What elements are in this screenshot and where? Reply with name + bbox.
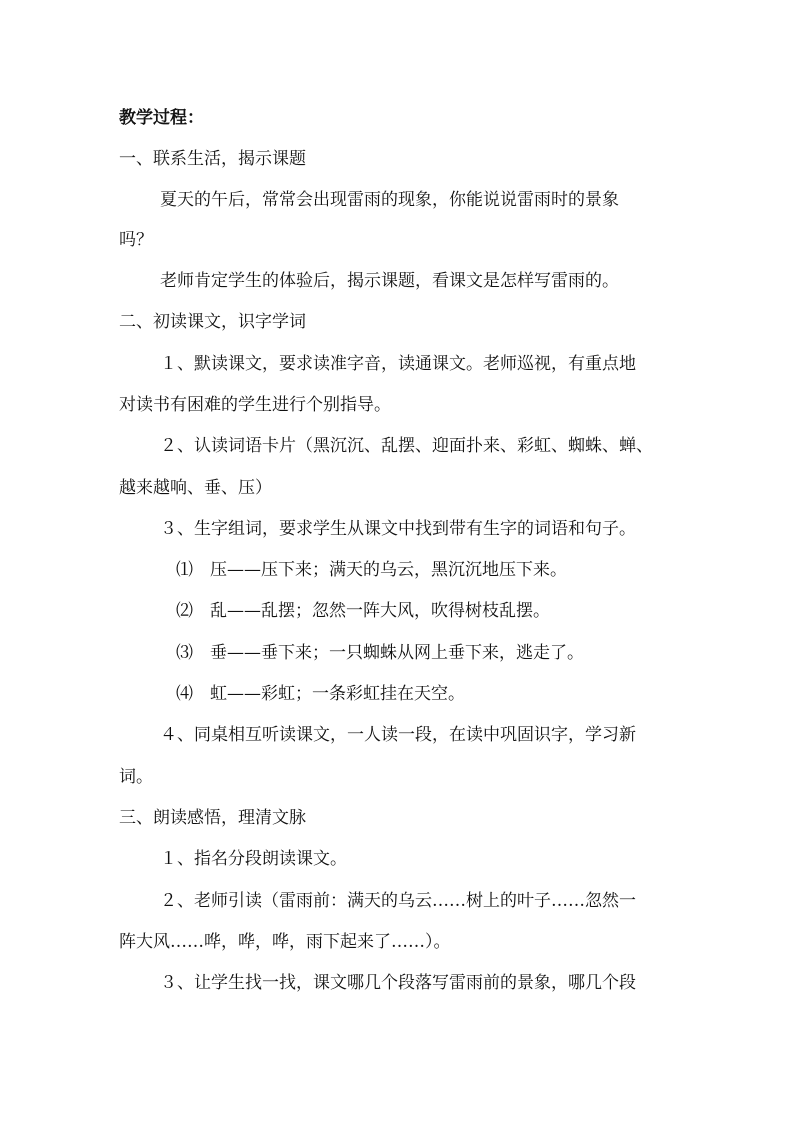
- section-heading-1: 一、联系生活，揭示课题: [119, 149, 306, 169]
- list-item-line: 越来越响、垂、压）: [119, 478, 272, 498]
- section-heading-3: 三、朗读感悟，理清文脉: [119, 808, 306, 828]
- paragraph-line: 老师肯定学生的体验后，揭示课题，看课文是怎样写雷雨的。: [160, 271, 619, 291]
- sub-item-line: ⑴ 压——压下来；满天的乌云，黑沉沉地压下来。: [176, 560, 567, 580]
- list-item-line: 对读书有困难的学生进行个别指导。: [119, 395, 391, 415]
- list-item-line: 词。: [119, 767, 153, 787]
- list-item-line: 阵大风……哗，哗，哗，雨下起来了……）。: [119, 932, 451, 952]
- paragraph-line: 吗？: [119, 230, 153, 250]
- list-item-line: ２、老师引读（雷雨前：满天的乌云……树上的叶子……忽然一: [160, 891, 636, 911]
- sub-item-line: ⑵ 乱——乱摆；忽然一阵大风，吹得树枝乱摆。: [176, 601, 550, 621]
- section-heading-2: 二、初读课文，识字学词: [119, 312, 306, 332]
- document-title: 教学过程：: [119, 108, 204, 128]
- list-item-line: １、指名分段朗读课文。: [160, 849, 347, 869]
- list-item-line: ３、生字组词，要求学生从课文中找到带有生字的词语和句子。: [160, 519, 636, 539]
- sub-item-line: ⑶ 垂——垂下来；一只蜘蛛从网上垂下来，逃走了。: [176, 643, 584, 663]
- paragraph-line: 夏天的午后，常常会出现雷雨的现象，你能说说雷雨时的景象: [160, 190, 619, 210]
- sub-item-line: ⑷ 虹——彩虹；一条彩虹挂在天空。: [176, 684, 465, 704]
- list-item-line: ３、让学生找一找，课文哪几个段落写雷雨前的景象，哪几个段: [160, 973, 636, 993]
- list-item-line: ２、认读词语卡片（黑沉沉、乱摆、迎面扑来、彩虹、蜘蛛、蝉、: [160, 436, 653, 456]
- list-item-line: ４、同桌相互听读课文，一人读一段，在读中巩固识字，学习新: [160, 725, 636, 745]
- list-item-line: １、默读课文，要求读准字音，读通课文。老师巡视，有重点地: [160, 354, 636, 374]
